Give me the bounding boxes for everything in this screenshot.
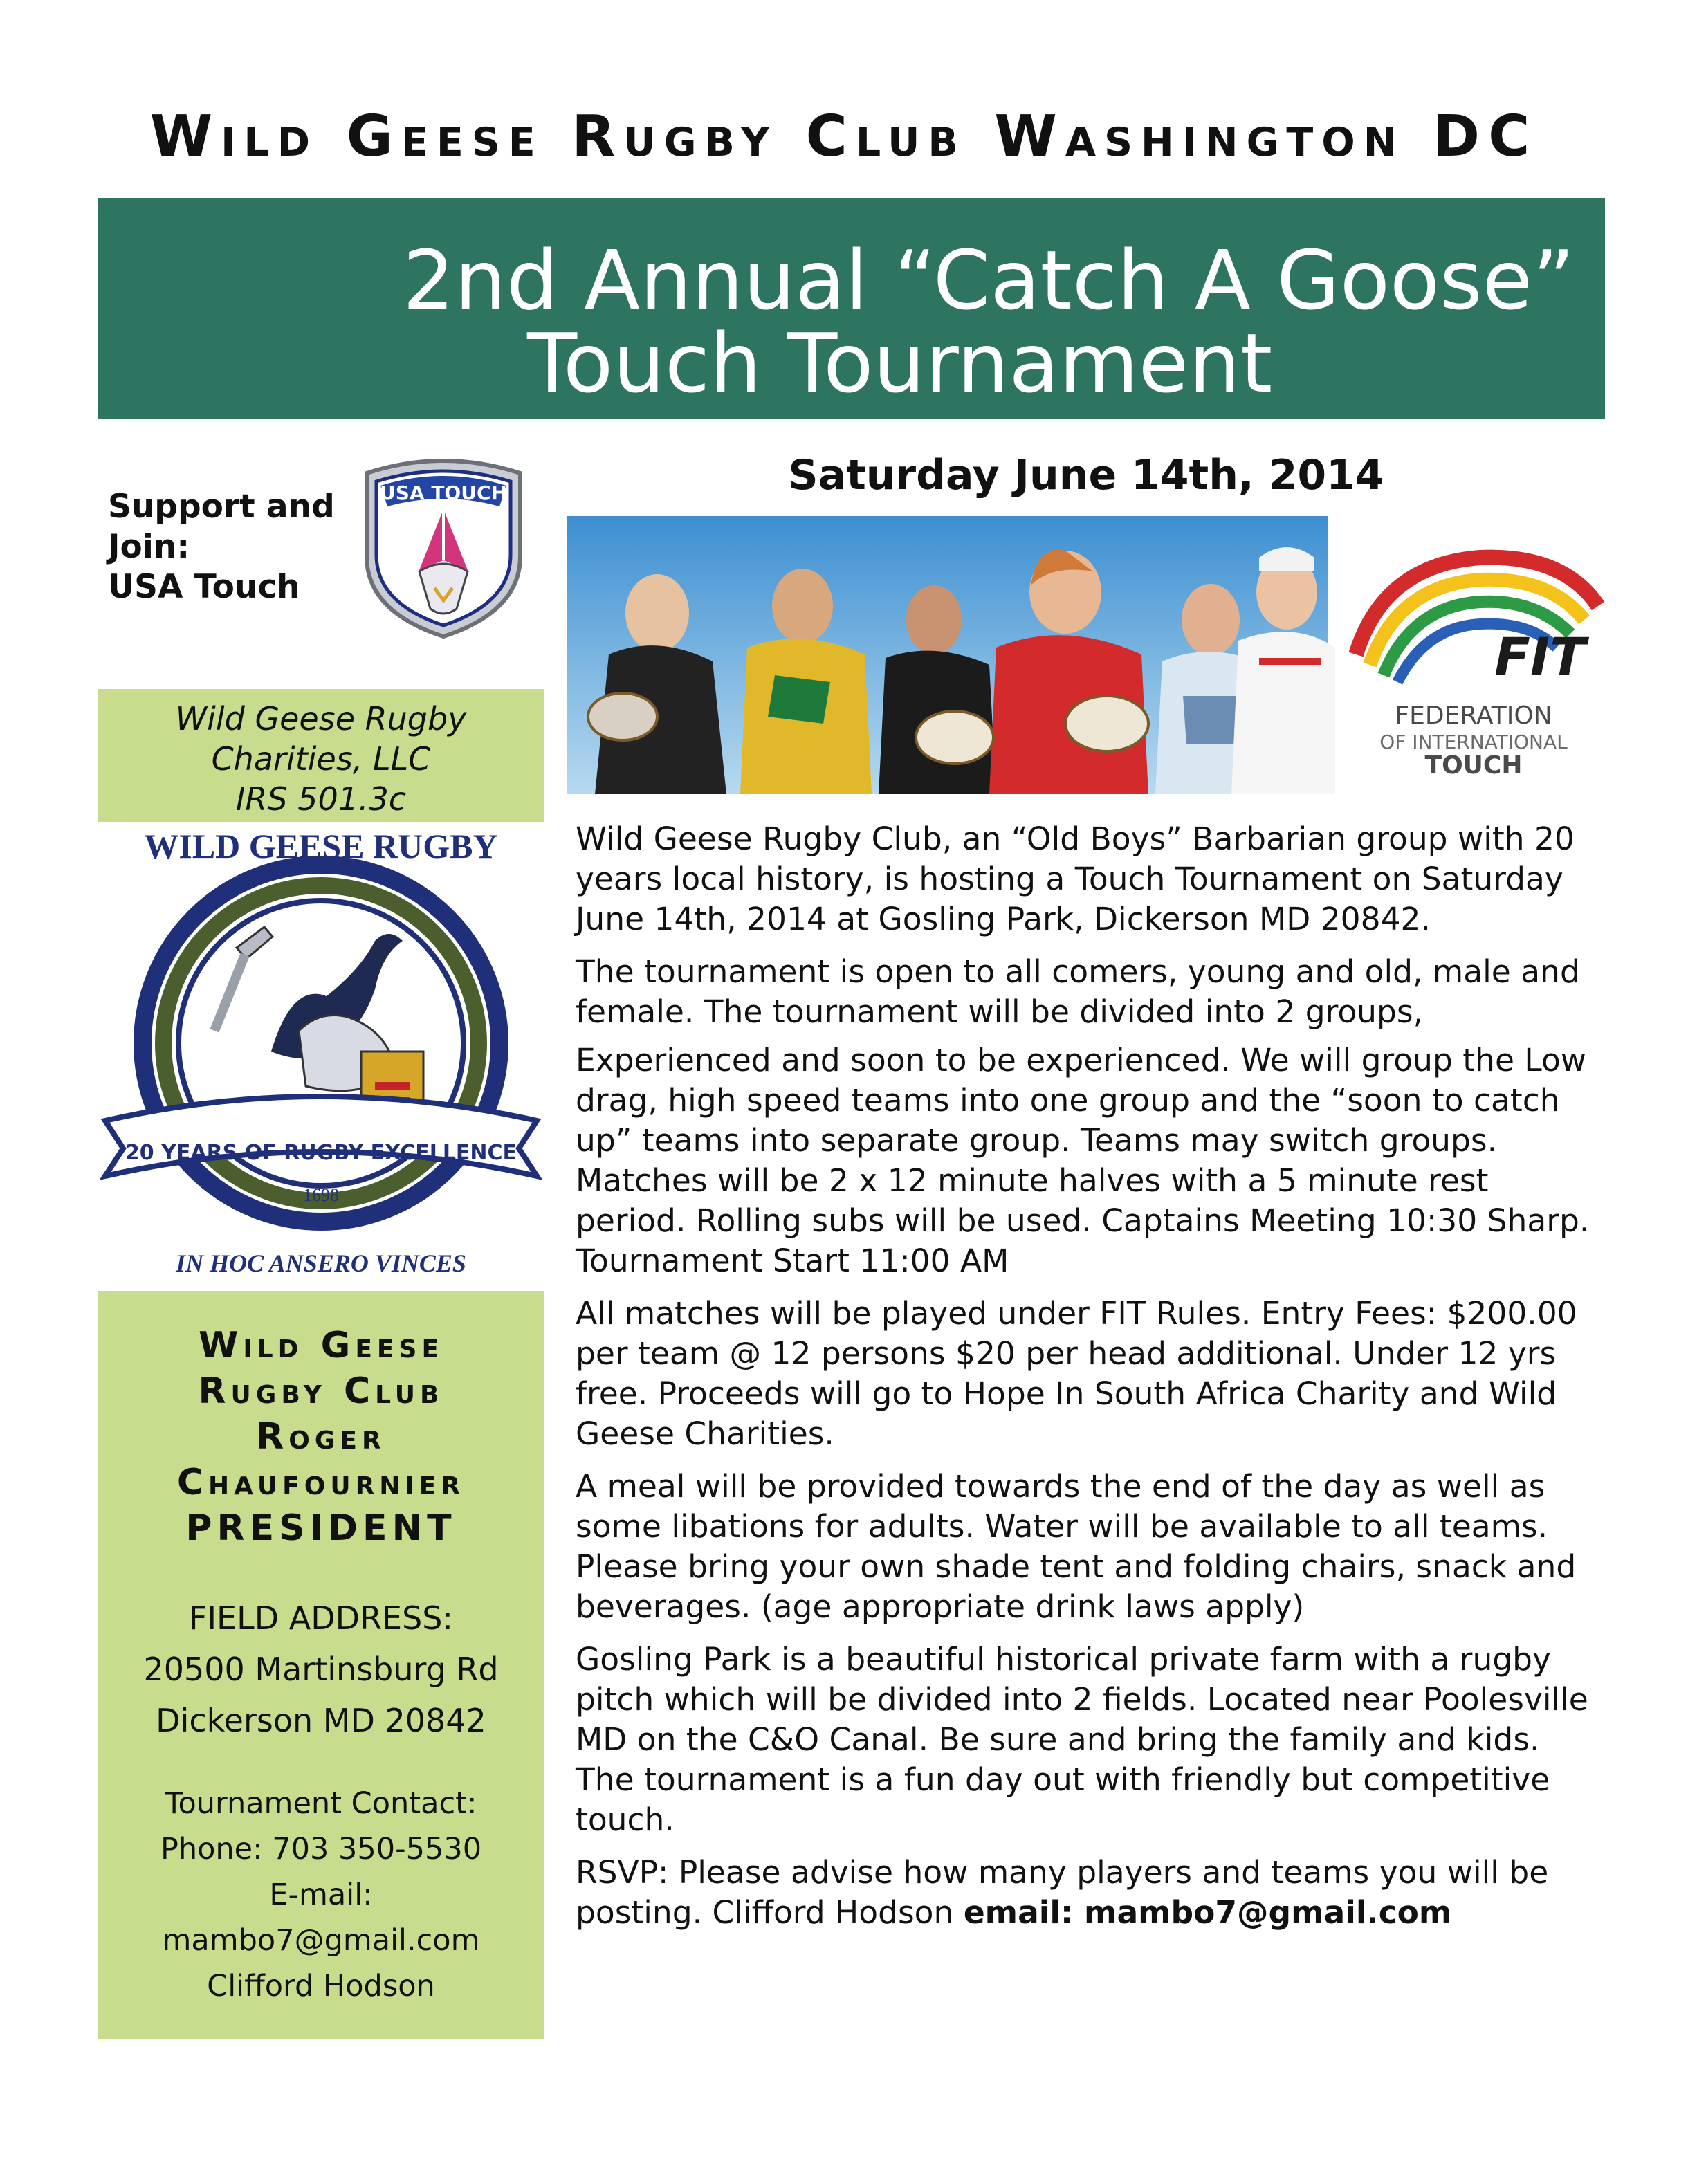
field-address-street: 20500 Martinsburg Rd (143, 1651, 499, 1688)
usa-touch-badge-text: USA TOUCH (380, 481, 507, 504)
description-paragraph: All matches will be played under FIT Rules. Entry Fees: $200.00 per team @ 12 persons $20 per head additional. Under 12 yrs free. Proceeds will go to Hope In South Africa Charity and Wild Geese Charities. (576, 1295, 1577, 1452)
description-paragraph: Wild Geese Rugby Club, an “Old Boys” Barbarian group with 20 years local history, is hosting a Touch Tournament on Saturday June 14th, 2014 at Gosling Park, Dickerson MD 20842. (576, 820, 1575, 937)
charity-line: IRS 501.3c (235, 780, 407, 818)
president-line: Wild Geese (198, 1325, 444, 1366)
field-address-label: FIELD ADDRESS: (189, 1599, 453, 1637)
president-line: PRESIDENT (185, 1507, 457, 1549)
charity-line: Charities, LLC (211, 740, 431, 778)
contact-name: Clifford Hodson (207, 1969, 435, 2003)
contact-email: mambo7@gmail.com (162, 1923, 480, 1958)
field-address-city: Dickerson MD 20842 (156, 1702, 486, 1739)
support-line: Join: (108, 528, 190, 566)
description-paragraph: Gosling Park is a beautiful historical private farm with a rugby pitch which will be divided into 2 fields. Located near Poolesville MD on the C&O Canal. Be sure and bring the family and kids. The tournament is a fun day out with friendly but competitive touch. (576, 1641, 1588, 1838)
charity-line: Wild Geese Rugby (175, 700, 467, 737)
contact-email-label: E-mail: (269, 1878, 373, 1912)
support-usa-touch-text (108, 487, 357, 607)
tournament-contact-block (98, 1781, 544, 2009)
contact-panel (98, 1291, 544, 2039)
tournament-description (576, 819, 1606, 1945)
support-line: USA Touch (108, 568, 300, 606)
president-line: Rugby Club (198, 1370, 444, 1412)
fit-logo-mark: FIT (1494, 626, 1586, 688)
fit-logo-line-3: TOUCH (1424, 751, 1523, 780)
contact-phone: Phone: 703 350-5530 (160, 1832, 482, 1866)
president-block (98, 1323, 544, 1551)
rsvp-paragraph (576, 1853, 1606, 1933)
description-paragraph: Experienced and soon to be experienced. We will group the Low drag, high speed teams into one group and the “soon to catch up” teams into separate group. Teams may switch groups. Matches will be 2 x 12 minute halves with a 5 minute rest period. Rolling subs will be used. Captains Meeting 10:30 Sharp. Tournament Start 11:00 AM (576, 1042, 1590, 1279)
contact-label: Tournament Contact: (165, 1786, 477, 1821)
club-heading: Wild Geese Rugby Club Washington DC (149, 104, 1539, 169)
fit-logo-line-1: FEDERATION (1395, 701, 1552, 730)
description-paragraph: A meal will be provided towards the end of the day as well as some libations for adults. Water will be available to all teams. Please bring your own shade tent and folding chairs, snack and beverages. (age appropriate drink laws apply) (576, 1468, 1577, 1625)
rsvp-text: RSVP: Please advise how many players and teams you will be posting. Clifford Hodson (576, 1854, 1549, 1931)
tournament-title-line-1: 2nd Annual “Catch A Goose” (403, 232, 1575, 328)
rsvp-email[interactable]: email: mambo7@gmail.com (963, 1894, 1452, 1931)
fit-logo-line-2: OF INTERNATIONAL (1379, 731, 1568, 753)
charity-panel (98, 689, 544, 822)
tournament-title-line-2: Touch Tournament (527, 315, 1273, 411)
touch-players-banner-image (567, 516, 1616, 794)
support-line: Support and (108, 488, 335, 526)
crest-motto: IN HOC ANSERO VINCES (176, 1249, 466, 1277)
president-line: Chaufournier (176, 1462, 466, 1503)
usa-touch-logo (353, 452, 534, 639)
president-line: Roger (256, 1416, 386, 1458)
crest-year: 1698 (303, 1185, 339, 1205)
wild-geese-rugby-crest (98, 823, 544, 1290)
crest-title: WILD GEESE RUGBY (144, 827, 498, 865)
crest-ribbon-text: 20 YEARS OF RUGBY EXCELLENCE (125, 1141, 517, 1165)
event-date: Saturday June 14th, 2014 (788, 451, 1384, 499)
title-banner (98, 198, 1605, 419)
description-paragraph: The tournament is open to all comers, young and old, male and female. The tournament will be divided into 2 groups, (576, 953, 1580, 1030)
field-address-block (98, 1593, 544, 1746)
